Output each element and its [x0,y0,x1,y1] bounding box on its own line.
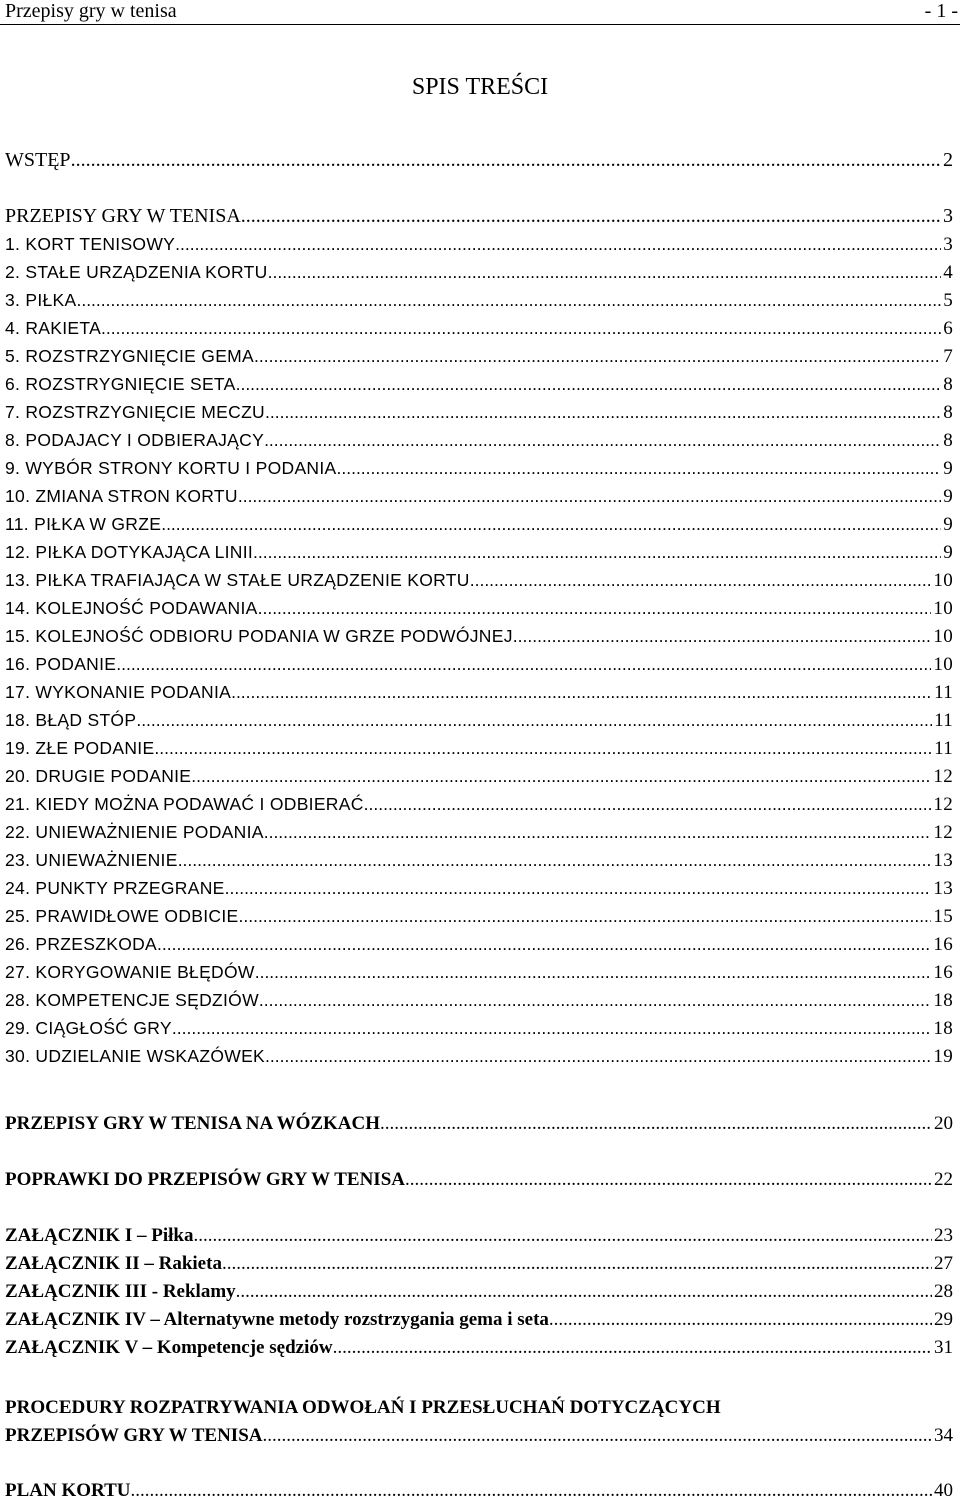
toc-entry-label: ZAŁĄCZNIK III - Reklamy [5,1281,236,1302]
toc-entry-page: 22 [934,1169,953,1190]
dot-leader [239,904,932,928]
toc-entry[interactable] [5,792,953,817]
dot-leader [136,708,932,732]
toc-entry-page: 12 [933,822,953,843]
toc-entry-label: 12. PIŁKA DOTYKAJĄCA LINII [5,542,254,562]
toc-entry-page: 3 [943,234,953,255]
toc-entry-page: 13 [933,878,953,899]
toc-entry[interactable] [5,540,953,565]
toc-entry-page: 10 [933,654,953,675]
toc-entry-label: 4. RAKIETA [5,318,102,338]
dot-leader [238,484,941,508]
toc-entry-page: 16 [933,962,953,983]
toc-entry-page: 10 [933,626,953,647]
toc-entry-page: 2 [943,149,953,171]
toc-entry-page: 18 [933,990,953,1011]
toc-entry-page: 12 [933,794,953,815]
toc-entry-page: 5 [943,290,953,311]
toc-entry-label: 8. PODAJACY I ODBIERAJĄCY [5,430,265,450]
toc-entry-label: 1. KORT TENISOWY [5,234,176,254]
dot-leader [265,1044,931,1068]
toc-entry[interactable] [5,1168,953,1192]
dot-leader [116,652,931,676]
toc-entry[interactable] [5,820,953,845]
toc-entry-page: 23 [934,1225,953,1246]
dot-leader [470,568,932,592]
dot-leader [157,932,931,956]
toc-entry[interactable] [5,1252,953,1276]
toc-entry[interactable] [5,988,953,1013]
toc-entry-page: 28 [934,1281,953,1302]
toc-entry[interactable] [5,624,953,649]
dot-leader [258,596,932,620]
dot-leader [222,1252,932,1276]
page-number: - 1 - [924,0,958,22]
toc-entry-page: 11 [934,682,953,703]
page-header [0,0,960,25]
toc-entry-label: 2. STAŁE URZĄDZENIA KORTU [5,262,268,282]
toc-entry-page: 20 [934,1113,953,1134]
toc-entry[interactable] [5,260,953,285]
document-title: Przepisy gry w tenisa [5,0,177,22]
toc-entry[interactable] [5,708,953,733]
toc-entry-page: 4 [943,262,953,283]
toc-entry[interactable] [5,764,953,789]
toc-entry[interactable] [5,652,953,677]
toc-entry-page: 31 [934,1337,953,1358]
toc-entry[interactable] [5,372,953,397]
toc-entry-page: 6 [943,318,953,339]
toc-entry-label: PRZEPISY GRY W TENISA NA WÓZKACH [5,1113,381,1134]
toc-entry-label: 13. PIŁKA TRAFIAJĄCA W STAŁE URZĄDZENIE KORTU [5,570,470,590]
toc-entry-page: 40 [934,1480,953,1501]
toc-entry[interactable] [5,344,953,369]
toc-entry-page: 13 [933,850,953,871]
toc-entry-label: 6. ROZSTRYGNIĘCIE SETA [5,374,236,394]
toc-entry[interactable] [5,204,953,228]
toc-entry-page: 27 [934,1253,953,1274]
toc-entry-label: 9. WYBÓR STRONY KORTU I PODANIA [5,458,337,478]
dot-leader [154,736,932,760]
toc-entry-page: 8 [943,402,953,423]
toc-entry[interactable] [5,148,953,172]
dot-leader [191,764,931,788]
toc-entry-label: 23. UNIEWAŻNIENIE [5,850,178,870]
dot-leader [178,848,932,872]
dot-leader [76,288,941,312]
toc-entry[interactable] [5,904,953,929]
toc-entry-label: 28. KOMPETENCJE SĘDZIÓW [5,990,259,1010]
dot-leader [364,792,932,816]
dot-leader [337,456,942,480]
toc-entry-page: 29 [934,1309,953,1330]
toc-entry-page: 9 [943,542,953,563]
toc-entry-label: 19. ZŁE PODANIE [5,738,155,758]
toc-entry-page: 11 [934,710,953,731]
dot-leader [236,1280,932,1304]
dot-leader [264,428,941,452]
toc-entry[interactable] [5,316,953,341]
dot-leader [268,260,942,284]
dot-leader [193,1224,932,1248]
dot-leader [405,1168,932,1192]
toc-entry[interactable] [5,876,953,901]
toc-entry[interactable] [5,232,953,257]
toc-entry-page: 34 [934,1425,953,1446]
toc-entry-page: 10 [933,598,953,619]
toc-entry-label: 17. WYKONANIE PODANIA [5,682,232,702]
toc-entry-page: 3 [943,205,953,227]
toc-heading: SPIS TREŚCI [411,74,549,100]
toc-entry[interactable] [5,1016,953,1041]
toc-entry[interactable] [5,456,953,481]
toc-entry[interactable] [5,848,953,873]
toc-entry-page: 16 [933,934,953,955]
toc-entry-label: 10. ZMIANA STRON KORTU [5,486,238,506]
dot-leader [241,204,941,228]
toc-entry-label: 7. ROZSTRZYGNIĘCIE MECZU [5,402,265,422]
toc-entry-label: 20. DRUGIE PODANIE [5,766,192,786]
dot-leader [333,1336,932,1360]
toc-entry-label: 21. KIEDY MOŻNA PODAWAĆ I ODBIERAĆ [5,794,364,814]
toc-entry-page: 9 [943,486,953,507]
toc-entry-label: PRZEPISY GRY W TENISA [5,205,241,227]
toc-entry-page: 11 [934,738,953,759]
toc-entry[interactable] [5,596,953,621]
toc-entry-page: 8 [943,374,953,395]
toc-entry-page: 15 [933,906,953,927]
toc-entry-label: ZAŁĄCZNIK V – Kompetencje sędziów [5,1337,333,1358]
toc-entry[interactable] [5,736,953,761]
toc-entry-label: 22. UNIEWAŻNIENIE PODANIA [5,822,264,842]
toc-entry-label: 25. PRAWIDŁOWE ODBICIE [5,906,239,926]
toc-entry[interactable] [5,680,953,705]
toc-entry-label: 15. KOLEJNOŚĆ ODBIORU PODANIA W GRZE PODWÓJNEJ [5,626,513,646]
toc-entry-page: 9 [943,458,953,479]
dot-leader [513,624,932,648]
toc-entry[interactable] [5,1479,953,1503]
dot-leader [549,1308,932,1332]
toc-entry[interactable] [5,288,953,313]
toc-entry-label: ZAŁĄCZNIK II – Rakieta [5,1253,222,1274]
toc-entry-label: 14. KOLEJNOŚĆ PODAWANIA [5,598,258,618]
toc-entry-label: PLAN KORTU [5,1480,131,1501]
toc-entry-label: 3. PIŁKA [5,290,77,310]
toc-entry-label: 18. BŁĄD STÓP [5,710,137,730]
toc-entry[interactable] [5,568,953,593]
toc-entry-label: ZAŁĄCZNIK I – Piłka [5,1225,194,1246]
toc-entry[interactable] [5,428,953,453]
toc-entry[interactable] [5,400,953,425]
dot-leader [172,1016,931,1040]
toc-entry-page: 18 [933,1018,953,1039]
toc-entry[interactable] [5,1280,953,1304]
dot-leader [130,1479,932,1503]
dot-leader [71,148,941,172]
dot-leader [236,372,942,396]
toc-entry-label: 11. PIŁKA W GRZE [5,514,162,534]
dot-leader [263,1424,933,1448]
dot-leader [380,1112,932,1136]
toc-entry-label: 27. KORYGOWANIE BŁĘDÓW [5,962,255,982]
toc-entry-label-line: PROCEDURY ROZPATRYWANIA ODWOŁAŃ I PRZESŁUCHAŃ DOTYCZĄCYCH [5,1397,721,1418]
toc-entry-label: 29. CIĄGŁOŚĆ GRY [5,1018,172,1038]
toc-entry[interactable] [5,960,953,985]
toc-entry-page: 9 [943,514,953,535]
toc-entry-label: 24. PUNKTY PRZEGRANE [5,878,225,898]
dot-leader [254,344,941,368]
toc-entry-label: 30. UDZIELANIE WSKAZÓWEK [5,1046,266,1066]
dot-leader [231,680,932,704]
toc-entry[interactable] [5,932,953,957]
toc-entry-page: 19 [933,1046,953,1067]
toc-entry[interactable] [5,1112,953,1136]
dot-leader [255,960,932,984]
dot-leader [175,232,941,256]
dot-leader [253,540,941,564]
toc-entry-label: 26. PRZESZKODA [5,934,158,954]
toc-entry-label: PRZEPISÓW GRY W TENISA [5,1425,263,1446]
dot-leader [101,316,941,340]
toc-entry[interactable] [5,512,953,537]
toc-entry[interactable] [5,484,953,509]
dot-leader [225,876,932,900]
toc-entry-page: 7 [943,346,953,367]
dot-leader [161,512,941,536]
dot-leader [264,820,932,844]
toc-entry[interactable] [5,1308,953,1332]
toc-entry-label: POPRAWKI DO PRZEPISÓW GRY W TENISA [5,1169,405,1190]
toc-entry-page: 8 [943,430,953,451]
toc-entry-label: WSTĘP [5,149,71,171]
toc-entry-label: 16. PODANIE [5,654,117,674]
dot-leader [265,400,941,424]
toc-entry-label: ZAŁĄCZNIK IV – Alternatywne metody rozstrzygania gema i seta [5,1309,549,1330]
toc-entry-label: 5. ROZSTRZYGNIĘCIE GEMA [5,346,255,366]
dot-leader [259,988,932,1012]
toc-entry[interactable] [5,1424,953,1448]
toc-entry-page: 10 [933,570,953,591]
toc-entry[interactable] [5,1224,953,1248]
toc-entry-page: 12 [933,766,953,787]
toc-entry[interactable] [5,1336,953,1360]
toc-entry[interactable] [5,1044,953,1069]
